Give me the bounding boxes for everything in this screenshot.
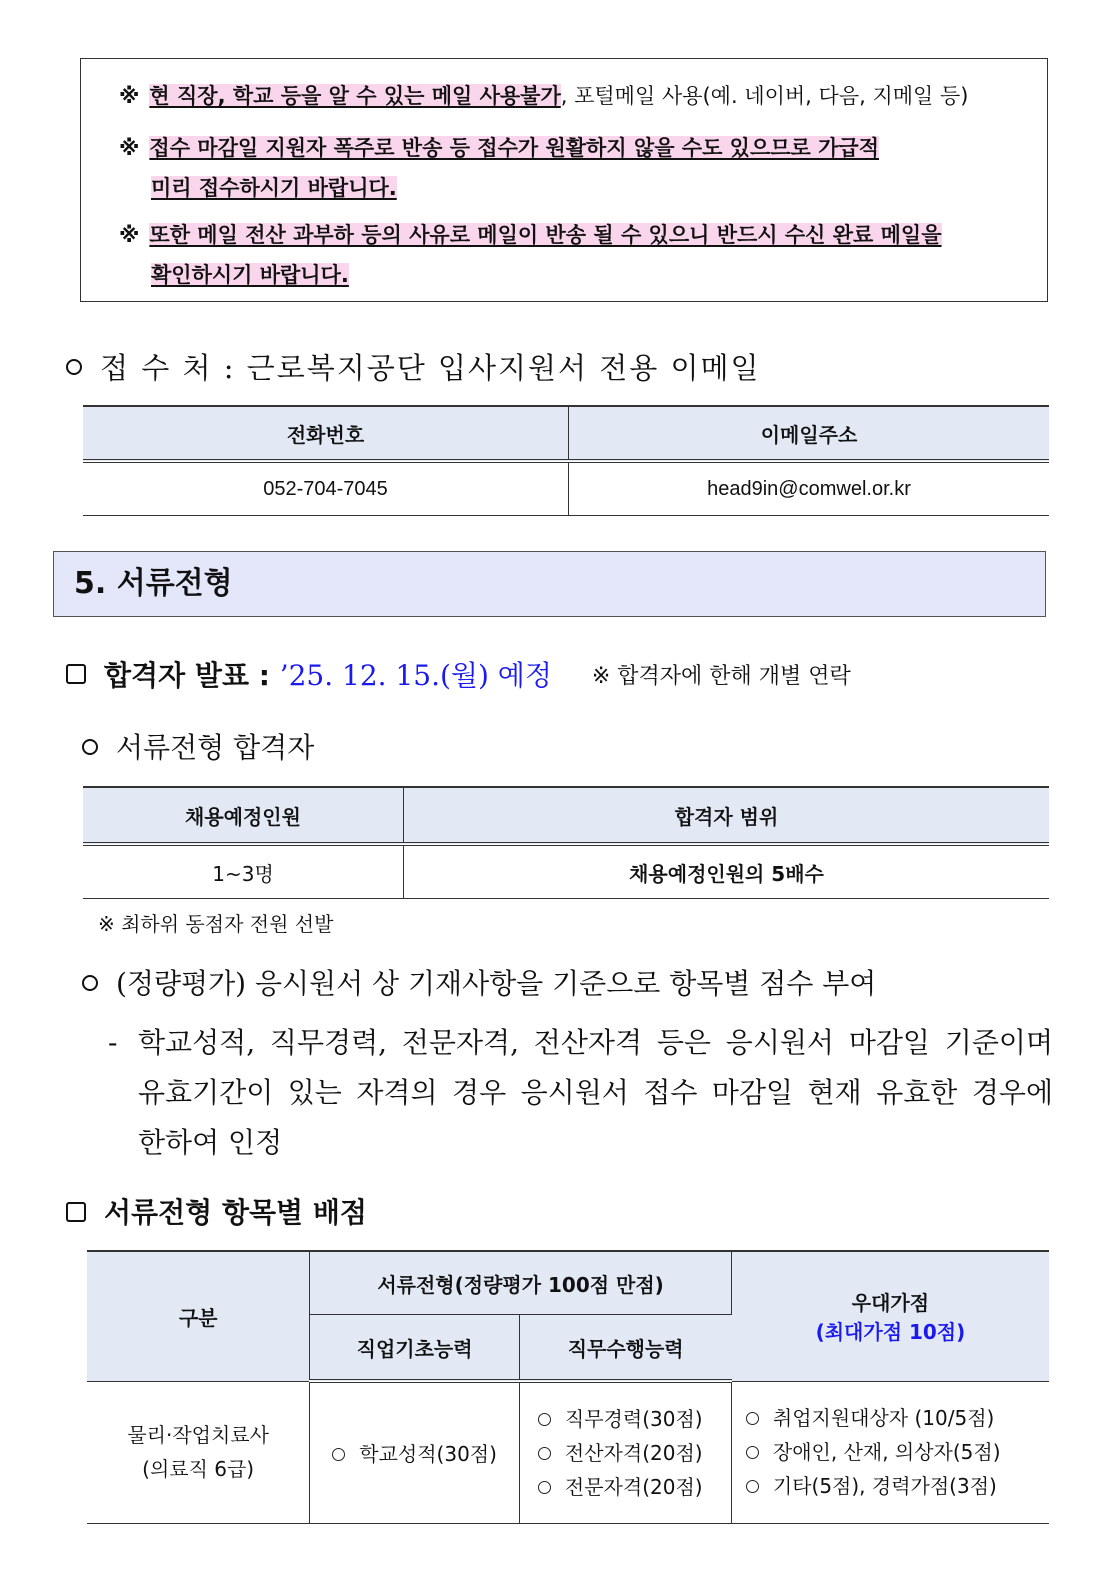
tie-note: ※ 최하위 동점자 전원 선발 <box>98 912 334 936</box>
announce-label: 합격자 발표 : <box>104 659 280 692</box>
square-bullet-icon <box>66 1202 86 1222</box>
notice-highlight-1: 현 직장, 학교 등을 알 수 있는 메일 사용불가 <box>149 84 561 108</box>
notice-line-1 <box>119 81 968 111</box>
category-cell <box>87 1381 310 1523</box>
notice-line-2b <box>151 173 397 203</box>
circle-bullet-icon <box>538 1481 551 1494</box>
header-pass-range: 합격자 범위 <box>404 787 1050 844</box>
scoring-title: 서류전형 항목별 배점 <box>104 1196 367 1229</box>
receipt-line <box>66 346 761 387</box>
circle-bullet-icon <box>82 739 98 755</box>
para-line-3: 한하여 인정 <box>138 1126 283 1159</box>
scoring-table <box>87 1250 1049 1524</box>
pass-title: 서류전형 합격자 <box>116 731 315 764</box>
notice-line-2 <box>119 133 879 163</box>
circle-bullet-icon <box>538 1447 551 1460</box>
header-bonus: 우대가점 <box>851 1291 930 1316</box>
receipt-text: 접 수 처 : 근로복지공단 입사지원서 전용 이메일 <box>100 351 761 385</box>
square-bullet-icon <box>66 664 86 684</box>
header-basic-ability: 직업기초능력 <box>310 1315 520 1382</box>
bonus-item: 취업지원대상자 (10/5점) <box>746 1401 1048 1435</box>
bonus-cell <box>731 1381 1049 1523</box>
circle-bullet-icon <box>82 975 98 991</box>
bonus-item: 기타(5점), 경력가점(3점) <box>746 1469 1048 1503</box>
notice-line-3 <box>119 220 942 250</box>
phone-value: 052-704-7045 <box>83 461 569 516</box>
section-title: 5. 서류전형 <box>53 551 1046 617</box>
bonus-item: 장애인, 산재, 의상자(5점) <box>746 1435 1048 1469</box>
header-doc-screening: 서류전형(정량평가 100점 만점) <box>310 1251 732 1315</box>
pass-table <box>83 786 1049 899</box>
notice-box <box>80 58 1048 302</box>
table-row <box>83 461 1049 516</box>
table-header-row <box>87 1251 1049 1315</box>
notice-highlight-2b: 미리 접수하시기 바랍니다. <box>151 176 397 200</box>
para-line-2: 유효기간이 있는 자격의 경우 응시원서 접수 마감일 현재 유효한 경우에 <box>138 1076 1053 1109</box>
notice-line-3b <box>151 260 349 290</box>
category-line-2: (의료직 6급) <box>142 1457 255 1481</box>
header-bonus-cell <box>731 1251 1049 1381</box>
announcement-line <box>66 654 851 694</box>
pass-subtitle <box>82 726 314 766</box>
header-job-ability: 직무수행능력 <box>519 1315 731 1382</box>
planned-count-value: 1~3명 <box>83 844 404 899</box>
notice-plain-1: , 포털메일 사용(예. 네이버, 다음, 지메일 등) <box>560 84 969 108</box>
reference-mark: ※ <box>119 136 140 160</box>
category-line-1: 물리·작업치료사 <box>127 1423 269 1447</box>
header-email: 이메일주소 <box>569 406 1050 461</box>
circle-bullet-icon <box>746 1480 759 1493</box>
announce-note: ※ 합격자에 한해 개별 연락 <box>591 664 851 689</box>
quant-subtitle <box>82 962 876 1002</box>
table-header-row <box>83 787 1049 844</box>
reference-mark: ※ <box>119 84 140 108</box>
basic-item: 학교성적(30점) <box>359 1442 497 1467</box>
dash-bullet: - <box>108 1026 118 1059</box>
header-bonus-sub: (최대가점 10점) <box>815 1320 966 1345</box>
circle-bullet-icon <box>746 1412 759 1425</box>
reference-mark: ※ <box>119 223 140 247</box>
pass-range-value: 채용예정인원의 5배수 <box>404 844 1050 899</box>
table-header-row <box>83 406 1049 461</box>
job-item: 전산자격(20점) <box>538 1436 730 1470</box>
circle-bullet-icon <box>746 1446 759 1459</box>
job-cell <box>519 1381 731 1523</box>
quant-title: (정량평가) 응시원서 상 기재사항을 기준으로 항목별 점수 부여 <box>116 967 877 1000</box>
email-value[interactable]: head9in@comwel.or.kr <box>569 461 1050 516</box>
para-line-1: 학교성적, 직무경력, 전문자격, 전산자격 등은 응시원서 마감일 기준이며 <box>138 1026 1053 1059</box>
notice-highlight-3b: 확인하시기 바랍니다. <box>151 263 349 287</box>
header-planned-count: 채용예정인원 <box>83 787 404 844</box>
circle-bullet-icon <box>538 1413 551 1426</box>
notice-highlight-3a: 또한 메일 전산 과부하 등의 사유로 메일이 반송 될 수 있으니 반드시 수신 완료 메일을 <box>149 223 942 247</box>
header-phone: 전화번호 <box>83 406 569 461</box>
header-category: 구분 <box>87 1251 310 1381</box>
job-item: 직무경력(30점) <box>538 1402 730 1436</box>
job-item: 전문자격(20점) <box>538 1470 730 1504</box>
table-row <box>83 844 1049 899</box>
notice-highlight-2a: 접수 마감일 지원자 폭주로 반송 등 접수가 원활하지 않을 수도 있으므로 가급적 <box>149 136 879 160</box>
circle-bullet-icon <box>66 359 82 375</box>
contact-table <box>83 405 1049 516</box>
quant-paragraph <box>108 1018 1053 1168</box>
announce-date: ’25. 12. 15.(월) 예정 <box>279 659 552 692</box>
scoring-subtitle <box>66 1191 367 1231</box>
basic-cell <box>310 1381 520 1523</box>
circle-bullet-icon <box>332 1448 345 1461</box>
table-row <box>87 1381 1049 1523</box>
